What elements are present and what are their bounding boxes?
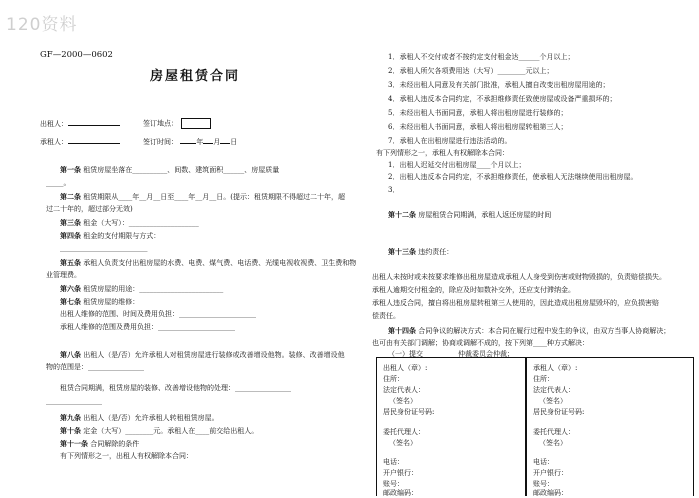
lessee-blank bbox=[68, 136, 120, 144]
clause-line: 3．未经出租人同意及有关部门批准，承租人擅自改变出租房屋用途的； bbox=[388, 81, 610, 89]
sig-field: 住所： bbox=[533, 375, 554, 383]
clause-line: 业管理费。 bbox=[46, 271, 81, 279]
sign-place-label: 签订地点： bbox=[143, 119, 178, 128]
clause-line: _________________________ bbox=[60, 244, 148, 252]
clause-line: 第一条 租赁房屋坐落在__________、间数、建筑面积______、房屋质量 bbox=[60, 165, 280, 174]
sig-field: 承租人（章）: bbox=[533, 364, 578, 372]
sign-time-row bbox=[143, 136, 237, 147]
clause-line: 第四条 租金的支付期限与方式： bbox=[60, 231, 161, 240]
clause-line: 第十二条 房屋租赁合同期满，承租人返还房屋的时间 bbox=[388, 210, 552, 219]
clause-line: 租赁合同期满，租赁房屋的装修、改善增设他物的处理：________________ bbox=[60, 384, 291, 392]
clause-line: 4．承租人违反本合同约定，不承担维修责任致使房屋或设备严重损坏的； bbox=[388, 95, 617, 103]
clause-line: 第三条 租金（大写）：____________________ bbox=[60, 218, 199, 227]
watermark: 120资料 bbox=[6, 15, 78, 35]
day-label: 日 bbox=[230, 138, 238, 146]
sig-field: 居民身份证号码: bbox=[383, 408, 435, 416]
clause-line: 1．承租人不交付或者不按约定支付租金达______个月以上； bbox=[388, 53, 575, 61]
signature-divider bbox=[525, 358, 527, 496]
clause-line: 第七条 租赁房屋的维修： bbox=[60, 297, 140, 306]
sig-field: 开户银行： bbox=[533, 469, 568, 477]
sig-field: 法定代表人： bbox=[533, 386, 575, 394]
sig-field: 账号： bbox=[533, 480, 554, 488]
sig-field: 账号： bbox=[383, 480, 404, 488]
clause-line: 第二条 租赁期限从____年__月__日至____年__月__日。(提示：租赁期限不得超过二十年，超 bbox=[60, 192, 345, 201]
document-title: 房屋租赁合同 bbox=[150, 69, 241, 84]
clause-line: 第十一条 合同解除的条件 bbox=[60, 439, 140, 448]
sig-field: （签名） bbox=[389, 439, 417, 447]
lessee-row bbox=[40, 136, 120, 147]
clause-line: 偿责任。 bbox=[372, 312, 400, 320]
sig-field: 邮政编码： bbox=[533, 489, 568, 497]
clause-line: 有下列情形之一，出租人有权解除本合同： bbox=[60, 452, 193, 460]
clause-line: 有下列情形之一，承租人有权解除本合同： bbox=[376, 149, 509, 157]
clause-line: （一）提交__________仲裁委员会仲裁； bbox=[388, 350, 514, 358]
lessor-label: 出租人： bbox=[40, 120, 68, 128]
sig-field: 开户银行： bbox=[383, 469, 418, 477]
clause-line: 出租人维修的范围、时间及费用负担：______________________ bbox=[60, 310, 256, 318]
clause-line: 过二十年的，超过部分无效) bbox=[46, 205, 133, 213]
sig-field: 出租人（章）: bbox=[383, 364, 428, 372]
sig-field: 电话： bbox=[383, 458, 404, 466]
clause-line: 物的范围是：________________ bbox=[46, 363, 144, 371]
month-label: 月 bbox=[213, 138, 221, 146]
clause-line: 第十四条 合同争议的解决方式：本合同在履行过程中发生的争议，由双方当事人协商解决； bbox=[388, 326, 671, 335]
clause-line: 1．出租人迟延交付出租房屋____个月以上； bbox=[388, 161, 526, 169]
clause-line: 2．承租人所欠各项费用达（大写）________元以上； bbox=[388, 67, 554, 75]
sig-field: 委托代理人： bbox=[533, 428, 575, 436]
clause-line: ________________ bbox=[46, 397, 102, 405]
clause-line: 2．出租人违反本合同约定，不承担维修责任，使承租人无法继续使用出租房屋。 bbox=[388, 173, 638, 181]
lessor-blank bbox=[68, 118, 120, 126]
sig-field: 住所： bbox=[383, 375, 404, 383]
clause-line: 承租人维修的范围及费用负担：______________________ bbox=[60, 323, 235, 331]
clause-line: _____。 bbox=[46, 179, 71, 187]
right-page bbox=[368, 0, 699, 495]
sign-time-label: 签订时间： bbox=[143, 138, 178, 146]
sig-field: 委托代理人： bbox=[383, 428, 425, 436]
signature-table bbox=[376, 357, 694, 496]
sig-field: 居民身份证号码: bbox=[533, 408, 585, 416]
sig-field: （签名） bbox=[539, 439, 567, 447]
doc-code: GF—2000—0602 bbox=[40, 50, 113, 60]
lessee-label: 承租人： bbox=[40, 138, 68, 146]
clause-line: 承租人逾期交付租金的，除应及时如数补交外，还应支付滞纳金。 bbox=[372, 286, 575, 294]
clause-line: 也可由有关部门调解；协商或调解不成的，按下列第____种方式解决： bbox=[372, 339, 589, 347]
clause-line: 第九条 出租人（是/否）允许承租人转租租赁房屋。 bbox=[60, 413, 219, 422]
sig-field: （签名） bbox=[539, 397, 567, 405]
clause-line: 第八条 出租人（是/否）允许承租人对租赁房屋进行装修或改善增设他物。装修、改善增设他 bbox=[60, 350, 345, 359]
clause-line: 出租人未按时或未按要求维修出租房屋造成承租人人身受到伤害或财物毁损的，负责赔偿损失。 bbox=[372, 273, 666, 281]
clause-line: 第六条 租赁房屋的用途：________________________ bbox=[60, 284, 224, 293]
clause-line: 承租人违反合同，擅自将出租房屋转租第三人使用的，因此造成出租房屋毁坏的，应负损害赔 bbox=[372, 299, 659, 307]
clause-line: 第十条 定金（大写）________元。承租人在____前交给出租人。 bbox=[60, 426, 259, 435]
clause-line: 7．承租人在出租房屋进行违法活动的。 bbox=[388, 137, 512, 145]
clause-line: 3． bbox=[388, 186, 400, 194]
lessor-row bbox=[40, 118, 120, 129]
clause-line: 6．未经出租人书面同意，承租人将出租房屋转租第三人； bbox=[388, 123, 568, 131]
clause-line: 5．未经出租人书面同意，承租人将出租房屋进行装修的； bbox=[388, 109, 568, 117]
sig-field: 邮政编码： bbox=[383, 489, 418, 497]
sign-place-box bbox=[181, 118, 211, 129]
sign-place-row bbox=[143, 118, 211, 129]
year-label: 年 bbox=[196, 138, 204, 146]
sig-field: 法定代表人： bbox=[383, 386, 425, 394]
sig-field: 电话： bbox=[533, 458, 554, 466]
sig-field: （签名） bbox=[389, 397, 417, 405]
clause-line: 第五条 承租人负责支付出租房屋的水费、电费、煤气费、电话费、光缆电视收视费、卫生费和物 bbox=[60, 258, 357, 267]
clause-line: 第十三条 违约责任： bbox=[388, 247, 454, 256]
